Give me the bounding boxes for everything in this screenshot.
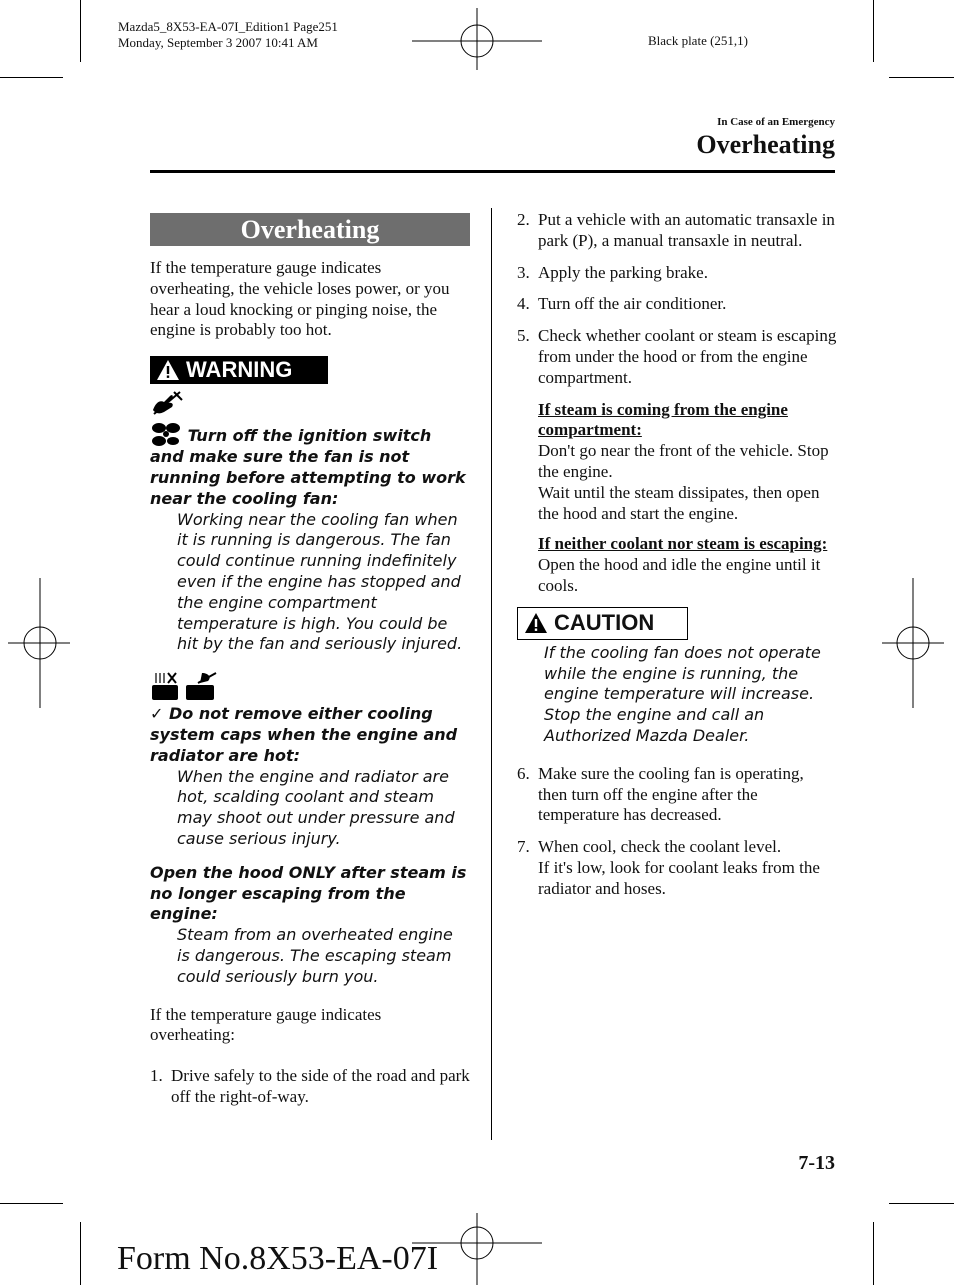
steps-list-left bbox=[150, 1066, 470, 1108]
step-7-line-2: If it's low, look for coolant leaks from the radiator and hoses. bbox=[538, 857, 820, 898]
no-steam-condition-heading: If neither coolant nor steam is escaping: bbox=[538, 534, 828, 554]
warning-3-heading: Open the hood ONLY after steam is no longer escaping from the engine: bbox=[150, 862, 467, 924]
warning-label: WARNING bbox=[186, 357, 293, 383]
intro-text: If the temperature gauge indicates overheating, the vehicle loses power, or you hear a loud knocking or pinging noise, the engine is probably too hot. bbox=[150, 258, 450, 340]
header-rule bbox=[150, 170, 835, 173]
form-number: Form No.8X53-EA-07I bbox=[117, 1240, 439, 1277]
caution-badge bbox=[517, 607, 688, 640]
left-column bbox=[150, 213, 470, 1119]
step-text: Turn off the air conditioner. bbox=[538, 294, 727, 314]
crop-mark bbox=[889, 77, 954, 78]
no-hand-fan-icon bbox=[150, 390, 184, 416]
warning-triangle-icon bbox=[156, 359, 180, 381]
registration-mark-icon bbox=[882, 578, 944, 708]
crop-mark bbox=[0, 77, 63, 78]
list-item bbox=[150, 1066, 470, 1108]
warning-3-body: Steam from an overheated engine is dangerous. The escaping steam could seriously burn you. bbox=[177, 925, 453, 986]
step-text: Apply the parking brake. bbox=[538, 262, 708, 282]
registration-mark-icon bbox=[8, 578, 70, 708]
page-title: Overheating bbox=[696, 130, 835, 159]
no-steam-condition bbox=[517, 534, 837, 596]
step-number: 5. bbox=[517, 326, 530, 346]
steps-list-right-2 bbox=[517, 764, 837, 900]
step-text: Check whether coolant or steam is escaping from under the hood or from the engine compartment. bbox=[538, 326, 837, 387]
warning-2-heading bbox=[150, 704, 470, 766]
step-text: Make sure the cooling fan is operating, then turn off the engine after the temperature has decreased. bbox=[538, 763, 804, 825]
steps-list-right bbox=[517, 210, 837, 389]
step-text: Put a vehicle with an automatic transaxle in park (P), a manual transaxle in neutral. bbox=[538, 210, 835, 250]
chapter-label: In Case of an Emergency bbox=[717, 116, 835, 128]
if-overheating-text: If the temperature gauge indicates overheating: bbox=[150, 1004, 382, 1045]
warning-2-body: When the engine and radiator are hot, scalding coolant and steam may shoot out under pressure and cause serious injury. bbox=[177, 766, 455, 848]
page-number: 7-13 bbox=[798, 1152, 835, 1174]
list-item bbox=[517, 326, 837, 388]
warning-1-body: Working near the cooling fan when it is running is dangerous. The fan could continue running indefinitely even if the engine has stopped and the engine compartment temperature is high. You could be hit by the fan and seriously injured. bbox=[177, 509, 463, 654]
step-text: Drive safely to the side of the road and park off the right-of-way. bbox=[171, 1066, 470, 1106]
fan-icon bbox=[150, 421, 182, 447]
check-icon: ✓ bbox=[150, 704, 164, 724]
warning-2-heading-text: Do not remove either cooling system caps when the engine and radiator are hot: bbox=[150, 704, 458, 765]
crop-mark bbox=[0, 1203, 63, 1204]
step-number: 3. bbox=[517, 262, 530, 282]
steam-condition bbox=[517, 400, 837, 525]
step-number: 4. bbox=[517, 294, 530, 314]
print-meta-file: Mazda5_8X53-EA-07I_Edition1 Page251 bbox=[118, 19, 338, 34]
step-number: 2. bbox=[517, 210, 530, 229]
warning-1-heading bbox=[150, 421, 470, 509]
step-7-line-1: When cool, check the coolant level. bbox=[538, 837, 782, 857]
crop-mark bbox=[80, 0, 81, 62]
print-meta bbox=[118, 19, 338, 51]
list-item bbox=[517, 210, 837, 252]
print-meta-date: Monday, September 3 2007 10:41 AM bbox=[118, 35, 318, 50]
step-number: 6. bbox=[517, 763, 530, 783]
step-text bbox=[538, 837, 837, 899]
crop-mark bbox=[873, 0, 874, 62]
no-steam-condition-line-1: Open the hood and idle the engine until it cools. bbox=[538, 555, 821, 595]
registration-mark-icon bbox=[412, 8, 542, 70]
list-item bbox=[517, 294, 837, 315]
hot-radiator-no-open-icon bbox=[150, 671, 230, 701]
caution-body: If the cooling fan does not operate while the engine is running, the engine temperature will increase. Stop the engine and call an Authorized Mazda Dealer. bbox=[544, 642, 821, 745]
crop-mark bbox=[873, 1222, 874, 1285]
steam-condition-line-2: Wait until the steam dissipates, then open the hood and start the engine. bbox=[538, 482, 820, 523]
list-item bbox=[517, 837, 837, 899]
section-heading: Overheating bbox=[150, 213, 470, 246]
caution-triangle-icon bbox=[524, 612, 548, 634]
right-column bbox=[517, 210, 837, 911]
step-number: 7. bbox=[517, 837, 530, 857]
plate-label: Black plate (251,1) bbox=[648, 33, 748, 48]
list-item bbox=[517, 263, 837, 284]
caution-label: CAUTION bbox=[554, 610, 655, 636]
warning-1-heading-text: Turn off the ignition switch and make sure the fan is not running before attempting to work near the cooling fan: bbox=[150, 426, 466, 508]
steam-condition-line-1: Don't go near the front of the vehicle. Stop the engine. bbox=[538, 441, 829, 481]
step-number: 1. bbox=[150, 1066, 163, 1086]
crop-mark bbox=[80, 1222, 81, 1285]
steam-condition-heading: If steam is coming from the engine compartment: bbox=[538, 399, 788, 440]
warning-badge bbox=[150, 356, 328, 384]
column-divider bbox=[491, 208, 492, 1140]
list-item bbox=[517, 764, 837, 826]
crop-mark bbox=[889, 1203, 954, 1204]
